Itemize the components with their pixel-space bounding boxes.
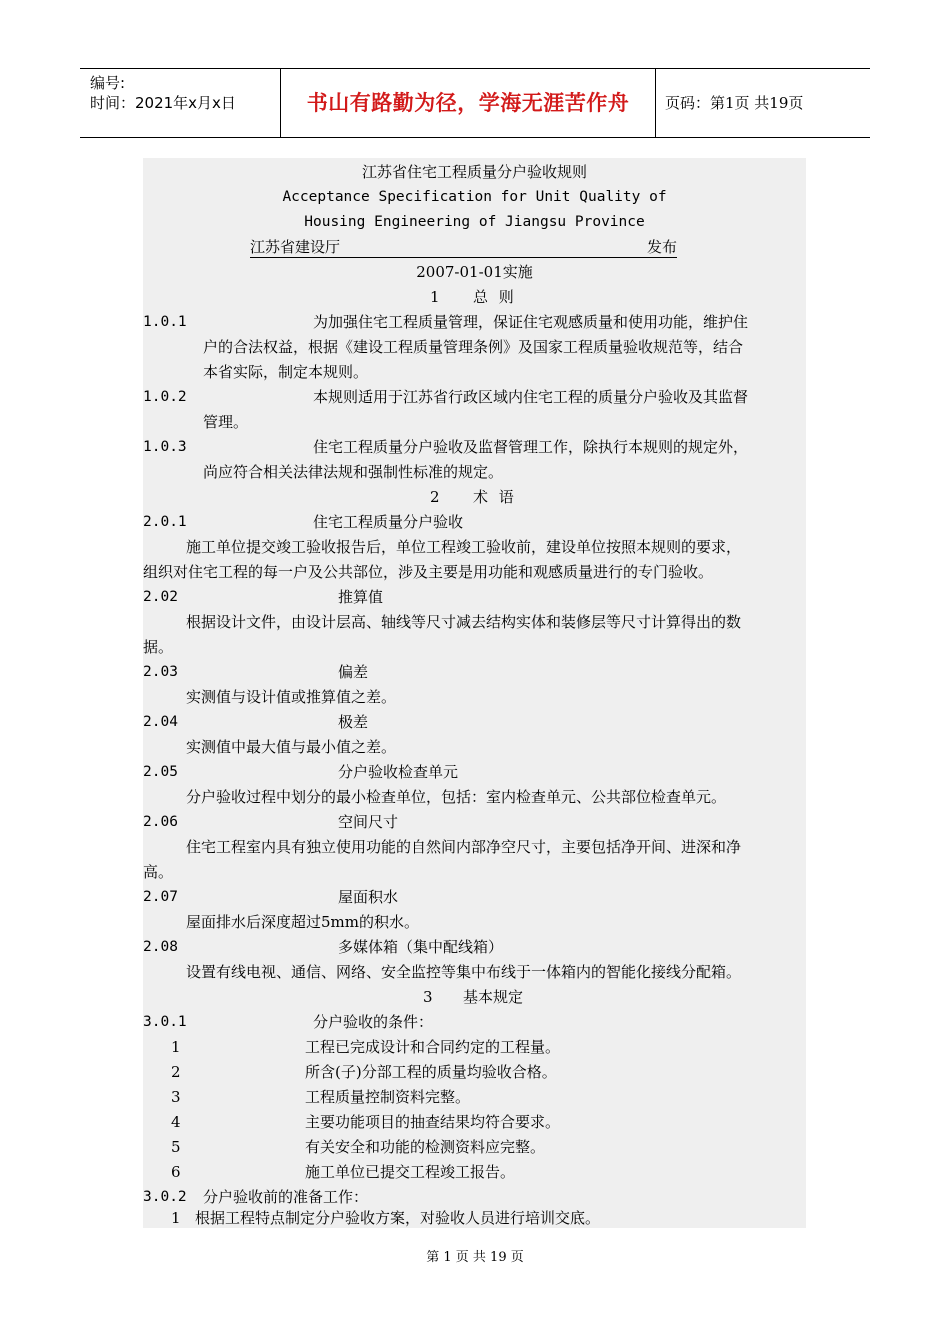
section-2-04-line-1: 实测值中最大值与最小值之差。 <box>186 738 397 756</box>
section-2-02-number: 2.02 <box>143 589 178 605</box>
section-2-03-line-1: 实测值与设计值或推算值之差。 <box>186 688 397 706</box>
list-item-number: 4 <box>171 1113 181 1131</box>
header-left-cell <box>80 69 280 137</box>
list-item-text: 主要功能项目的抽查结果均符合要求。 <box>305 1113 561 1131</box>
section-2-08-number: 2.08 <box>143 939 178 955</box>
section-2-06-number: 2.06 <box>143 814 178 830</box>
section-3-0-2-item-text: 根据工程特点制定分户验收方案，对验收人员进行培训交底。 <box>195 1209 601 1227</box>
title-en-line-2: Housing Engineering of Jiangsu Province <box>304 214 645 230</box>
list-item-number: 6 <box>171 1163 181 1181</box>
section-2-08-term: 多媒体箱（集中配线箱） <box>338 938 504 956</box>
document-number-label: 编号: <box>90 74 126 92</box>
section-3-0-2-title: 分户验收前的准备工作： <box>203 1188 369 1206</box>
list-item-text: 工程质量控制资料完整。 <box>305 1088 471 1106</box>
section-2-06-line-1: 住宅工程室内具有独立使用功能的自然间内部净空尺寸，主要包括净开间、进深和净 <box>186 838 742 856</box>
list-item-number: 5 <box>171 1138 181 1156</box>
section-2-02-line-1: 根据设计文件，由设计层高、轴线等尺寸减去结构实体和装修层等尺寸计算得出的数 <box>186 613 742 631</box>
publisher-name: 江苏省建设厅 <box>250 238 341 256</box>
document-time-label: 时间：2021年x月x日 <box>90 94 236 112</box>
section-3-0-2-number: 3.0.2 <box>143 1189 187 1205</box>
section-2-0-1-line-1: 施工单位提交竣工验收报告后，单位工程竣工验收前，建设单位按照本规则的要求， <box>186 538 742 556</box>
section-2-04-term: 极差 <box>338 713 369 731</box>
section-1-0-2-line-1: 本规则适用于江苏省行政区域内住宅工程的质量分户验收及其监督 <box>313 388 749 406</box>
page-info: 页码：第1页 共19页 <box>665 94 804 112</box>
section-2-02-line-2: 据。 <box>143 638 174 656</box>
section-1-0-3-number: 1.0.3 <box>143 439 187 455</box>
title-cn: 江苏省住宅工程质量分户验收规则 <box>361 163 587 181</box>
page-footer: 第 1 页 共 19 页 <box>426 1250 524 1265</box>
list-item-number: 3 <box>171 1088 181 1106</box>
list-item-text: 有关安全和功能的检测资料应完整。 <box>305 1138 546 1156</box>
section-1-0-1-line-1: 为加强住宅工程质量管理，保证住宅观感质量和使用功能，维护住 <box>313 313 749 331</box>
section-2-0-1-line-2: 组织对住宅工程的每一户及公共部位，涉及主要是用功能和观感质量进行的专门验收。 <box>143 563 714 581</box>
chapter-3-number: 3 <box>423 988 433 1006</box>
section-2-08-line-1: 设置有线电视、通信、网络、安全监控等集中布线于一体箱内的智能化接线分配箱。 <box>186 963 742 981</box>
section-2-03-term: 偏差 <box>338 663 369 681</box>
section-3-0-2-item-number: 1 <box>171 1209 181 1227</box>
section-2-0-1-number: 2.0.1 <box>143 514 187 530</box>
document-body <box>143 158 806 1228</box>
section-1-0-3-line-1: 住宅工程质量分户验收及监督管理工作，除执行本规则的规定外， <box>313 438 749 456</box>
header-page-cell <box>655 69 870 137</box>
section-2-06-line-2: 高。 <box>143 863 174 881</box>
section-1-0-1-line-3: 本省实际，制定本规则。 <box>203 363 369 381</box>
header-motto-cell <box>280 69 656 137</box>
section-1-0-1-number: 1.0.1 <box>143 314 187 330</box>
section-1-0-3-line-2: 尚应符合相关法律法规和强制性标准的规定。 <box>203 463 504 481</box>
section-1-0-1-line-2: 户的合法权益，根据《建设工程质量管理条例》及国家工程质量验收规范等，结合 <box>203 338 744 356</box>
section-1-0-2-number: 1.0.2 <box>143 389 187 405</box>
section-2-05-term: 分户验收检查单元 <box>338 763 459 781</box>
section-2-06-term: 空间尺寸 <box>338 813 399 831</box>
section-2-05-line-1: 分户验收过程中划分的最小检查单位，包括：室内检查单元、公共部位检查单元。 <box>186 788 727 806</box>
list-item-number: 1 <box>171 1038 181 1056</box>
section-3-0-1-title: 分户验收的条件： <box>313 1013 434 1031</box>
section-2-02-term: 推算值 <box>338 588 384 606</box>
chapter-1-number: 1 <box>430 288 440 306</box>
chapter-3-title: 基本规定 <box>463 988 524 1006</box>
section-3-0-1-number: 3.0.1 <box>143 1014 187 1030</box>
list-item-text: 所含(子)分部工程的质量均验收合格。 <box>305 1063 557 1081</box>
section-1-0-2-line-2: 管理。 <box>203 413 249 431</box>
document-header <box>80 68 870 138</box>
chapter-2-number: 2 <box>430 488 440 506</box>
list-item-text: 工程已完成设计和合同约定的工程量。 <box>305 1038 561 1056</box>
chapter-1-title: 总 则 <box>473 288 514 306</box>
effective-date: 2007-01-01实施 <box>416 263 533 281</box>
chapter-2-title: 术 语 <box>473 488 514 506</box>
publish-word: 发布 <box>646 238 677 256</box>
motto-text: 书山有路勤为径，学海无涯苦作舟 <box>306 91 630 115</box>
section-2-07-number: 2.07 <box>143 889 178 905</box>
publisher-line <box>250 237 677 258</box>
section-2-0-1-term: 住宅工程质量分户验收 <box>313 513 464 531</box>
section-2-05-number: 2.05 <box>143 764 178 780</box>
section-2-07-term: 屋面积水 <box>338 888 399 906</box>
section-2-04-number: 2.04 <box>143 714 178 730</box>
list-item-text: 施工单位已提交工程竣工报告。 <box>305 1163 516 1181</box>
list-item-number: 2 <box>171 1063 181 1081</box>
section-2-03-number: 2.03 <box>143 664 178 680</box>
section-2-07-line-1: 屋面排水后深度超过5mm的积水。 <box>186 913 419 931</box>
title-en-line-1: Acceptance Specification for Unit Quality of <box>282 189 667 205</box>
